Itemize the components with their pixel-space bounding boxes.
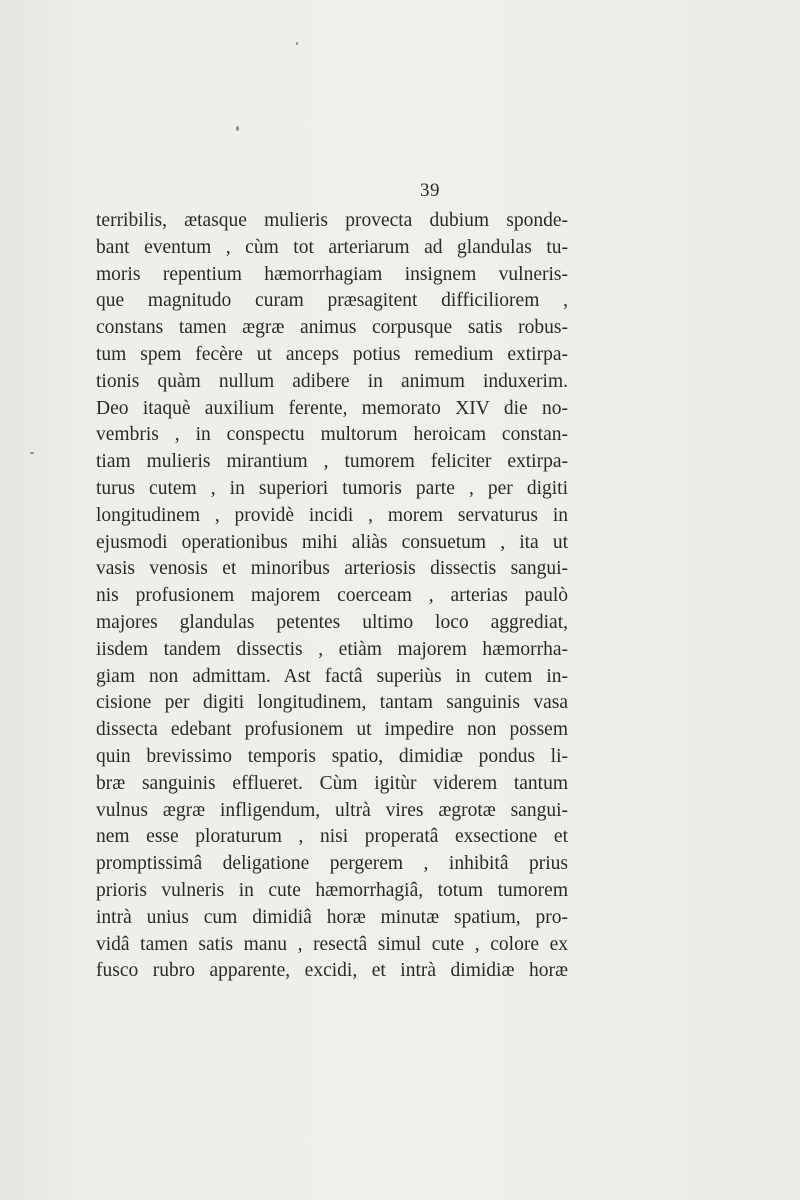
text-line: constans tamen ægræ animus corpusque satis robus- (96, 317, 568, 339)
text-line: dissecta edebant profusionem ut impedire non possem (96, 719, 568, 741)
text-line: fusco rubro apparente, excidi, et intrà dimidiæ horæ (96, 960, 568, 982)
text-line: nem esse ploraturum , nisi properatâ exsectione et (96, 826, 568, 848)
text-line: tiam mulieris mirantium , tumorem feliciter extirpa- (96, 451, 568, 473)
text-line: tum spem fecère ut anceps potius remedium extirpa- (96, 343, 568, 365)
text-line: ejusmodi operationibus mihi aliàs consuetum , ita ut (96, 531, 568, 553)
text-line: que magnitudo curam præsagitent difficiliorem , (96, 290, 568, 312)
body-text (96, 208, 568, 985)
text-line: promptissimâ deligatione pergerem , inhibitâ prius (96, 853, 568, 875)
text-line: quin brevissimo temporis spatio, dimidiæ pondus li- (96, 745, 568, 767)
text-line: tionis quàm nullum adibere in animum induxerim. (96, 370, 568, 392)
text-line: bræ sanguinis efflueret. Cùm igitùr viderem tantum (96, 772, 568, 794)
page-number: 39 (420, 180, 440, 201)
paper-speck (236, 126, 239, 131)
text-line: bant eventum , cùm tot arteriarum ad glandulas tu- (96, 236, 568, 258)
text-line: moris repentium hæmorrhagiam insignem vulneris- (96, 263, 568, 285)
text-line: nis profusionem majorem coerceam , arterias paulò (96, 585, 568, 607)
text-line: prioris vulneris in cute hæmorrhagiâ, totum tumorem (96, 879, 568, 901)
text-line: vidâ tamen satis manu , resectâ simul cute , colore ex (96, 933, 568, 955)
text-line: vembris , in conspectu multorum heroicam constan- (96, 424, 568, 446)
text-line: Deo itaquè auxilium ferente, memorato XIV die no- (96, 397, 568, 419)
text-line: vulnus ægræ infligendum, ultrà vires ægrotæ sangui- (96, 799, 568, 821)
text-line: longitudinem , providè incidi , morem servaturus in (96, 504, 568, 526)
text-line: iisdem tandem dissectis , etiàm majorem hæmorrha- (96, 638, 568, 660)
text-line: cisione per digiti longitudinem, tantam sanguinis vasa (96, 692, 568, 714)
paper-speck (30, 452, 34, 454)
paper-speck (296, 42, 298, 45)
text-line: turus cutem , in superiori tumoris parte , per digiti (96, 477, 568, 499)
text-line: majores glandulas petentes ultimo loco aggrediat, (96, 611, 568, 633)
text-line: intrà unius cum dimidiâ horæ minutæ spatium, pro- (96, 906, 568, 928)
text-line: vasis venosis et minoribus arteriosis dissectis sangui- (96, 558, 568, 580)
text-line: terribilis, ætasque mulieris provecta dubium sponde- (96, 210, 568, 231)
text-line: giam non admittam. Ast factâ superiùs in cutem in- (96, 665, 568, 687)
